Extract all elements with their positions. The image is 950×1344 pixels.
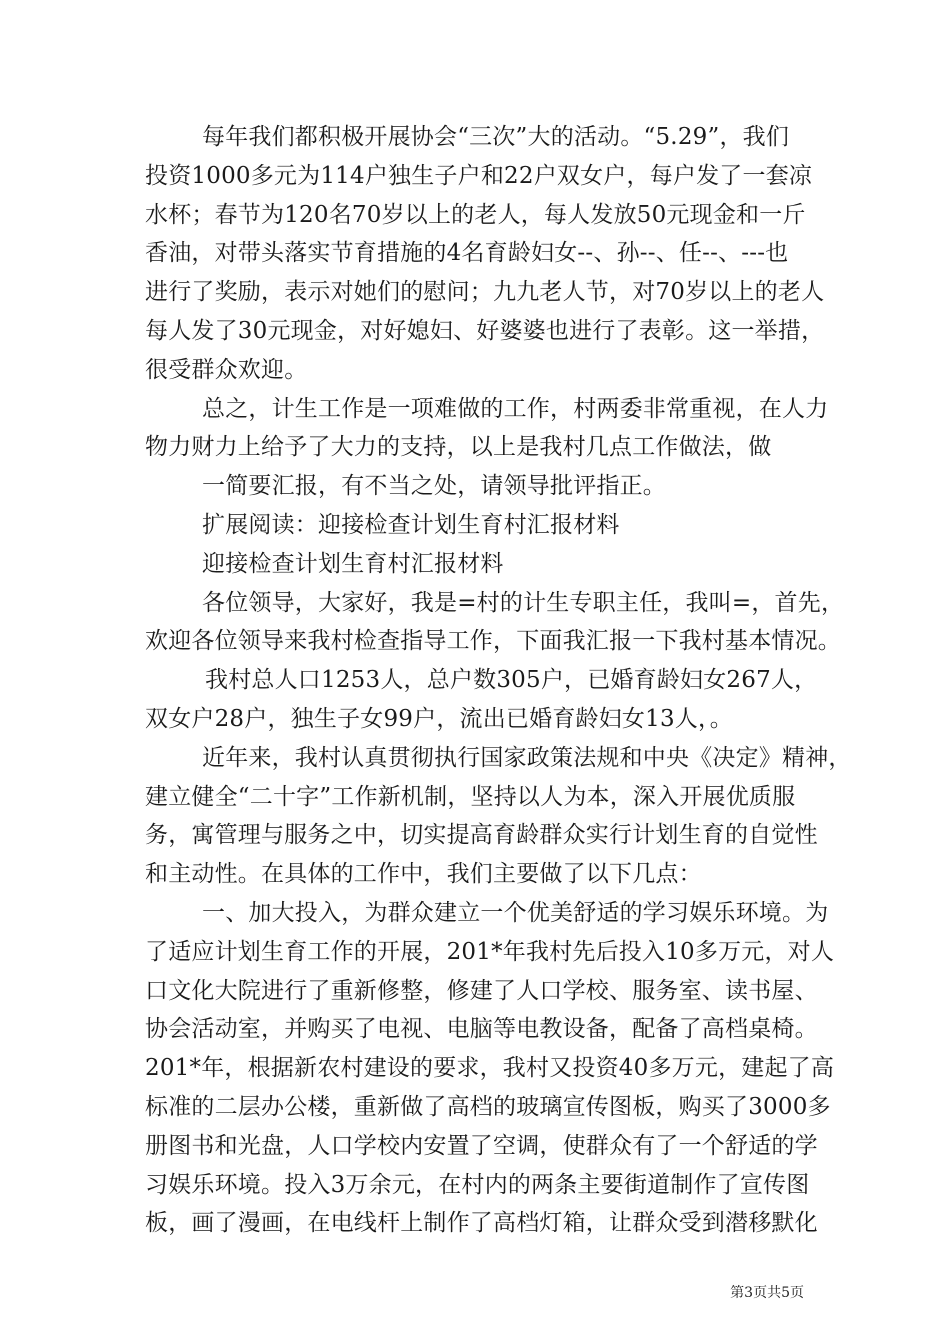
text-line: 我村总人口1253人，总户数305户，已婚育龄妇女267人，	[205, 667, 818, 694]
text-line: 标准的二层办公楼，重新做了高档的玻璃宣传图板，购买了3000多	[145, 1093, 831, 1120]
text-line: 一简要汇报，有不当之处，请领导批评指正。	[202, 473, 666, 500]
document-body	[145, 118, 852, 1243]
text-line: 协会活动室，并购买了电视、电脑等电教设备，配备了高档桌椅。	[145, 1016, 818, 1043]
text-line: 迎接检查计划生育村汇报材料	[202, 550, 504, 577]
text-line: 册图书和光盘，人口学校内安置了空调，使群众有了一个舒适的学	[145, 1132, 818, 1159]
text-line: 201*年，根据新农村建设的要求，我村又投资40多万元，建起了高	[145, 1055, 835, 1082]
page-number: 第3页共5页	[730, 1285, 804, 1301]
text-line: 务，寓管理与服务之中，切实提高育龄群众实行计划生育的自觉性	[145, 822, 818, 849]
text-line: 香油，对带头落实节育措施的4名育龄妇女--、孙--、任--、---也	[145, 240, 789, 267]
text-line: 物力财力上给予了大力的支持，以上是我村几点工作做法，做	[145, 434, 772, 461]
text-line: 各位领导，大家好，我是=村的计生专职主任，我叫=，首先，	[202, 589, 845, 616]
text-line: 每年我们都积极开展协会“三次”大的活动。“5.29”，我们	[202, 124, 790, 150]
text-line: 总之，计生工作是一项难做的工作，村两委非常重视，在人力	[202, 395, 829, 422]
text-line: 建立健全“二十字”工作新机制，坚持以人为本，深入开展优质服	[145, 783, 796, 810]
text-line: 和主动性。在具体的工作中，我们主要做了以下几点：	[145, 861, 702, 888]
text-line: 习娱乐环境。投入3万余元，在村内的两条主要街道制作了宣传图	[145, 1171, 810, 1198]
text-line: 口文化大院进行了重新修整，修建了人口学校、服务室、读书屋、	[145, 977, 818, 1004]
text-line: 投资1000多元为114户独生子户和22户双女户，每户发了一套凉	[145, 162, 813, 189]
text-line: 了适应计划生育工作的开展，201*年我村先后投入10多万元，对人	[145, 938, 835, 965]
text-line: 很受群众欢迎。	[145, 356, 308, 383]
text-line: 进行了奖励，表示对她们的慰问；九九老人节，对70岁以上的老人	[145, 279, 825, 306]
text-line: 双女户28户，独生子女99户，流出已婚育龄妇女13人，。	[145, 705, 733, 732]
text-line: 板，画了漫画，在电线杆上制作了高档灯箱，让群众受到潜移默化	[145, 1210, 818, 1237]
text-line: 每人发了30元现金，对好媳妇、好婆婆也进行了表彰。这一举措，	[145, 317, 825, 344]
text-line: 一、加大投入，为群众建立一个优美舒适的学习娱乐环境。为	[202, 899, 829, 926]
text-line: 扩展阅读：迎接检查计划生育村汇报材料	[202, 511, 620, 538]
text-line: 水杯；春节为120名70岁以上的老人，每人发放50元现金和一斤	[145, 201, 806, 228]
text-line: 近年来，我村认真贯彻执行国家政策法规和中央《决定》精神，	[202, 744, 852, 771]
text-line: 欢迎各位领导来我村检查指导工作，下面我汇报一下我村基本情况。	[145, 628, 841, 655]
